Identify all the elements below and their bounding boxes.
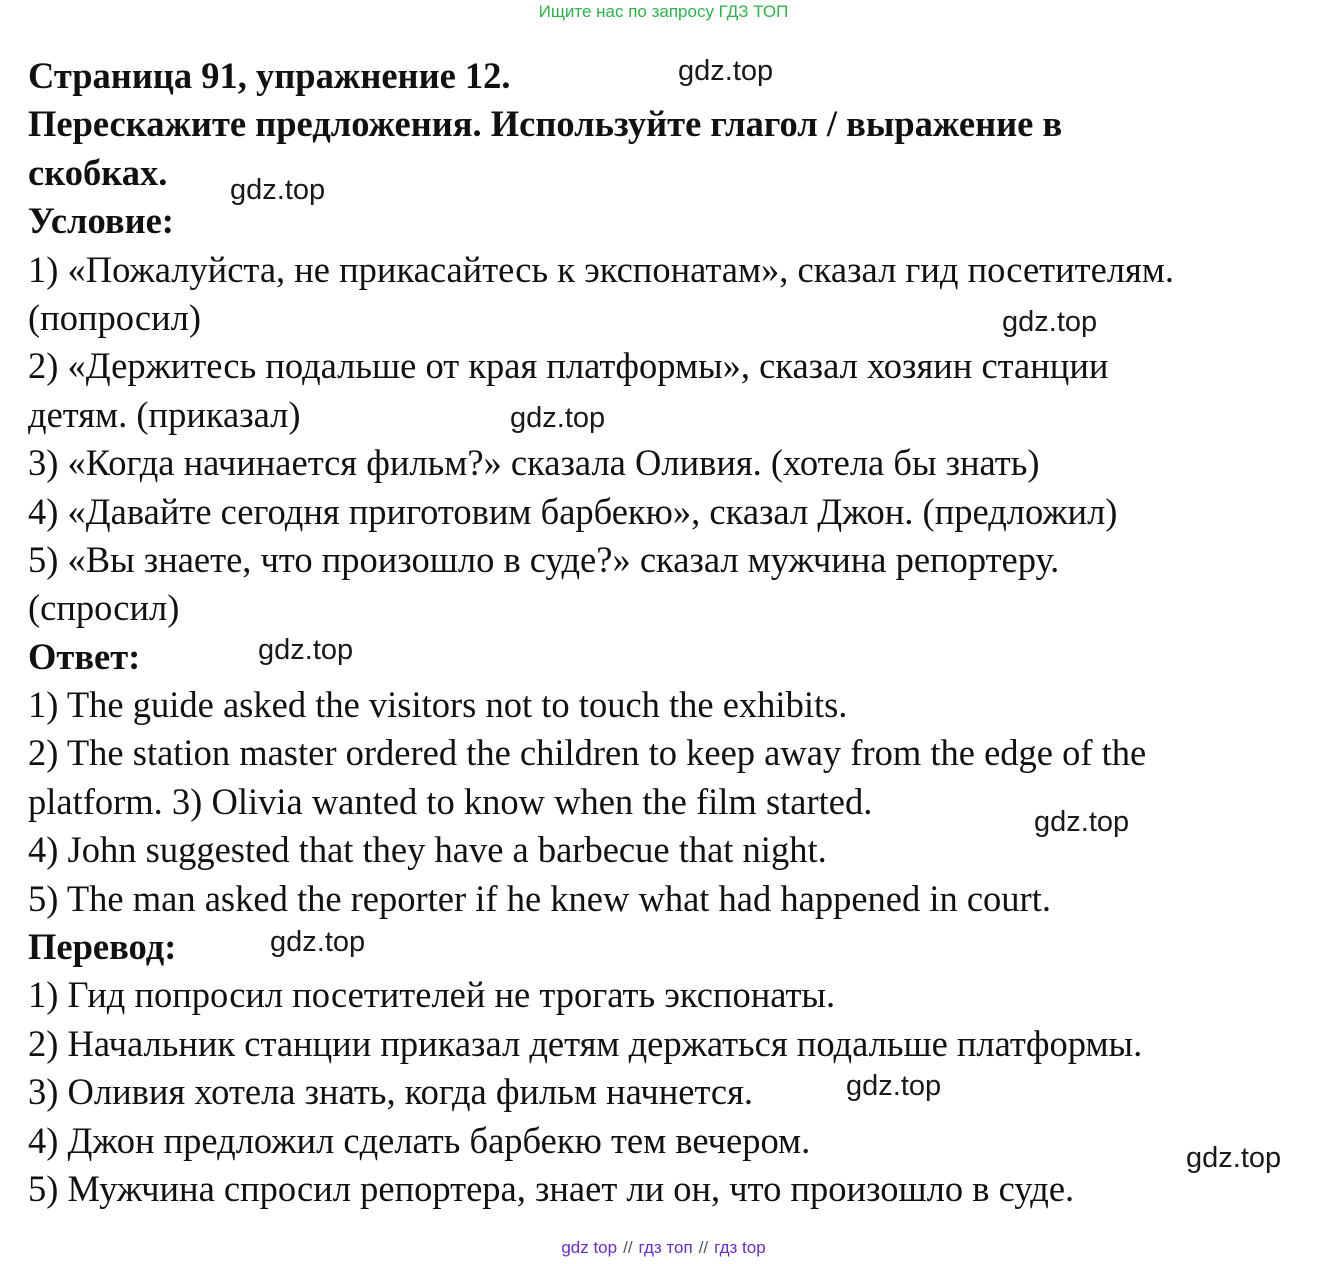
task-line-1: Перескажите предложения. Используйте глагол / выражение в xyxy=(28,103,1063,145)
condition-line: 1) «Пожалуйста, не прикасайтесь к экспонатам», сказал гид посетителям. xyxy=(28,248,1175,290)
document-body xyxy=(28,52,1318,1213)
translation-heading: Перевод: xyxy=(28,926,177,968)
watermark: gdz.top xyxy=(1186,1142,1282,1174)
watermark: gdz.top xyxy=(1002,306,1098,338)
translation-line: 5) Мужчина спросил репортера, знает ли он, что произошло в суде. xyxy=(28,1167,1075,1209)
answer-line: 4) John suggested that they have a barbecue that night. xyxy=(28,829,827,871)
condition-line: 3) «Когда начинается фильм?» сказала Оливия. (хотела бы знать) xyxy=(28,442,1040,484)
page-title: Страница 91, упражнение 12. xyxy=(28,55,511,96)
footer-separator: // xyxy=(698,1238,709,1257)
watermark: gdz.top xyxy=(1034,806,1130,838)
watermark: gdz.top xyxy=(846,1070,942,1102)
footer-link[interactable]: гдз топ xyxy=(638,1238,693,1257)
watermark: gdz.top xyxy=(678,55,774,87)
condition-line: детям. (приказал) xyxy=(28,393,301,435)
watermark: gdz.top xyxy=(510,402,606,434)
search-banner: Ищите нас по запросу ГДЗ ТОП xyxy=(538,2,789,21)
answer-line: 5) The man asked the reporter if he knew what had happened in court. xyxy=(28,877,1051,919)
condition-line: 4) «Давайте сегодня приготовим барбекю», сказал Джон. (предложил) xyxy=(28,490,1118,532)
condition-heading: Условие: xyxy=(28,200,174,242)
condition-line: (попросил) xyxy=(28,296,201,338)
watermark: gdz.top xyxy=(258,634,354,666)
answer-heading: Ответ: xyxy=(28,635,141,677)
translation-line: 2) Начальник станции приказал детям держаться подальше платформы. xyxy=(28,1022,1143,1064)
footer-separator: // xyxy=(623,1238,633,1257)
condition-line: (спросил) xyxy=(28,587,180,629)
footer-link[interactable]: gdz top xyxy=(561,1238,618,1257)
watermark: gdz.top xyxy=(270,926,366,958)
answer-line: platform. 3) Olivia wanted to know when the film started. xyxy=(28,780,873,822)
condition-line: 2) «Держитесь подальше от края платформы», сказал хозяин станции xyxy=(28,345,1109,387)
footer-link[interactable]: гдз top xyxy=(714,1238,766,1257)
task-line-2: скобках. xyxy=(28,151,168,193)
answer-line: 1) The guide asked the visitors not to touch the exhibits. xyxy=(28,684,848,726)
translation-line: 1) Гид попросил посетителей не трогать экспонаты. xyxy=(28,974,836,1016)
watermark: gdz.top xyxy=(230,174,326,206)
footer-links xyxy=(0,1238,1327,1258)
answer-line: 2) The station master ordered the children to keep away from the edge of the xyxy=(28,732,1147,774)
translation-line: 4) Джон предложил сделать барбекю тем вечером. xyxy=(28,1119,811,1161)
condition-line: 5) «Вы знаете, что произошло в суде?» сказал мужчина репортеру. xyxy=(28,538,1060,580)
translation-line: 3) Оливия хотела знать, когда фильм начнется. xyxy=(28,1071,754,1113)
